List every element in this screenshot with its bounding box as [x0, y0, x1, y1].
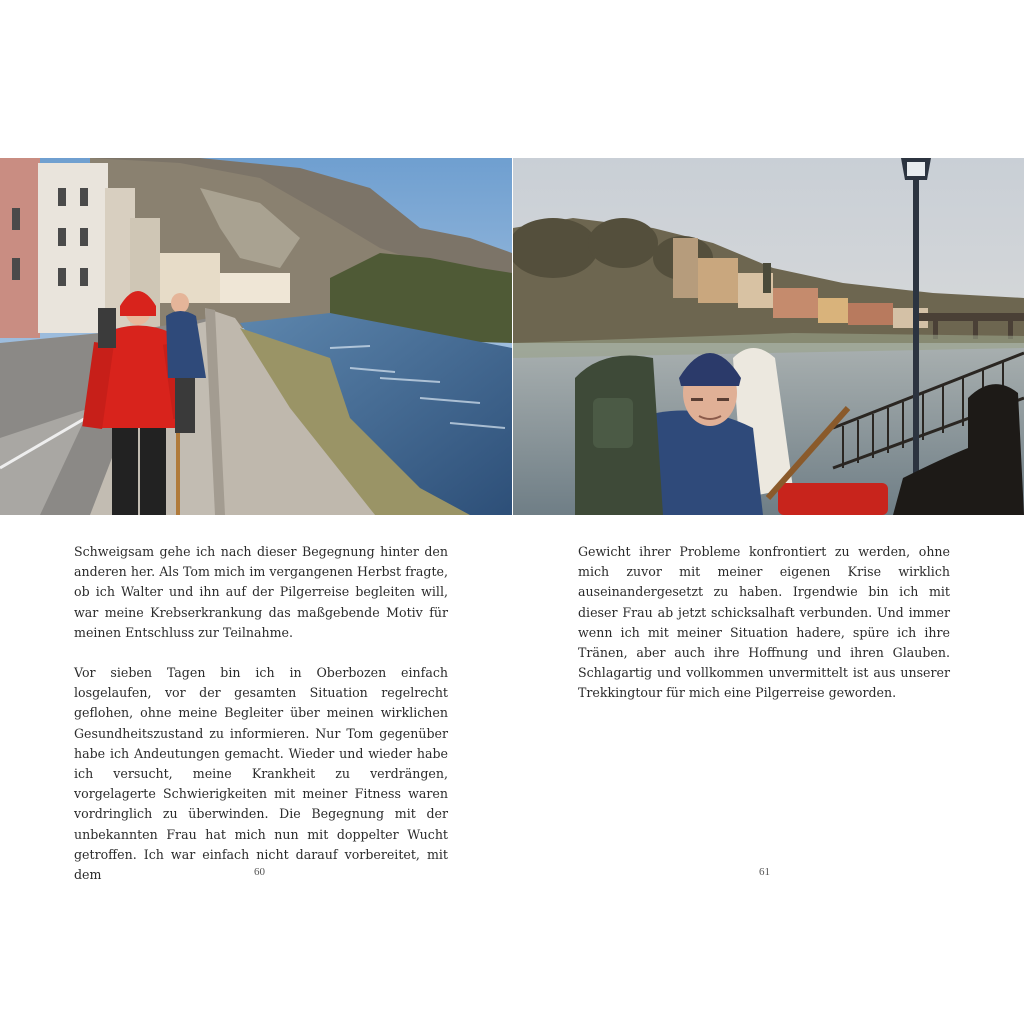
- left-paragraph-2: Vor sieben Tagen bin ich in Oberbozen einfach losgelaufen, vor der gesamten Situation regelrecht geflohen, ohne meine Begleiter über meinen wirklichen Gesundheitszustand zu informieren. Nur Tom gegenüber habe ich Andeutungen gemacht. Wieder und wieder habe ich versucht, meine Krankheit zu verdrängen, vorgelagerte Schwierigkeiten mit meiner Fitness waren vordringlich zu überwinden. Die Begegnung mit der unbekannten Frau hat mich nun mit doppelter Wucht getroffen. Ich war einfach nicht darauf vorbereitet, mit dem: [74, 665, 448, 883]
- page-number-right: 61: [759, 866, 770, 878]
- photo-pilgrim-with-backpack-image: [513, 158, 1024, 515]
- left-paragraph-1: Schweigsam gehe ich nach dieser Begegnung hinter den anderen her. Als Tom mich im vergangenen Herbst fragte, ob ich Walter und ihn auf der Pilgerreise begleiten will, war meine Krebserkrankung das maßgebende Motiv für meinen Entschluss zur Teilnahme.: [74, 544, 448, 640]
- right-page-text: [578, 542, 950, 704]
- right-paragraph-1: Gewicht ihrer Probleme konfrontiert zu werden, ohne mich zuvor mit meiner eigenen Krise wirklich auseinandergesetzt zu haben. Irgendwie bin ich mit dieser Frau ab jetzt schicksalhaft verbunden. Und immer wenn ich mit meiner Situation hadere, spüre ich ihre Tränen, aber auch ihre Hoffnung und ihren Glauben. Schlagartig und vollkommen unvermittelt ist aus unserer Trekkingtour für mich eine Pilgerreise geworden.: [578, 544, 950, 701]
- photo-pilgrim-with-backpack: [513, 158, 1024, 515]
- photo-hikers-by-river: [0, 158, 512, 515]
- left-page-text: [74, 542, 448, 885]
- photo-hikers-by-river-image: [0, 158, 512, 515]
- page-number-left: 60: [254, 866, 265, 878]
